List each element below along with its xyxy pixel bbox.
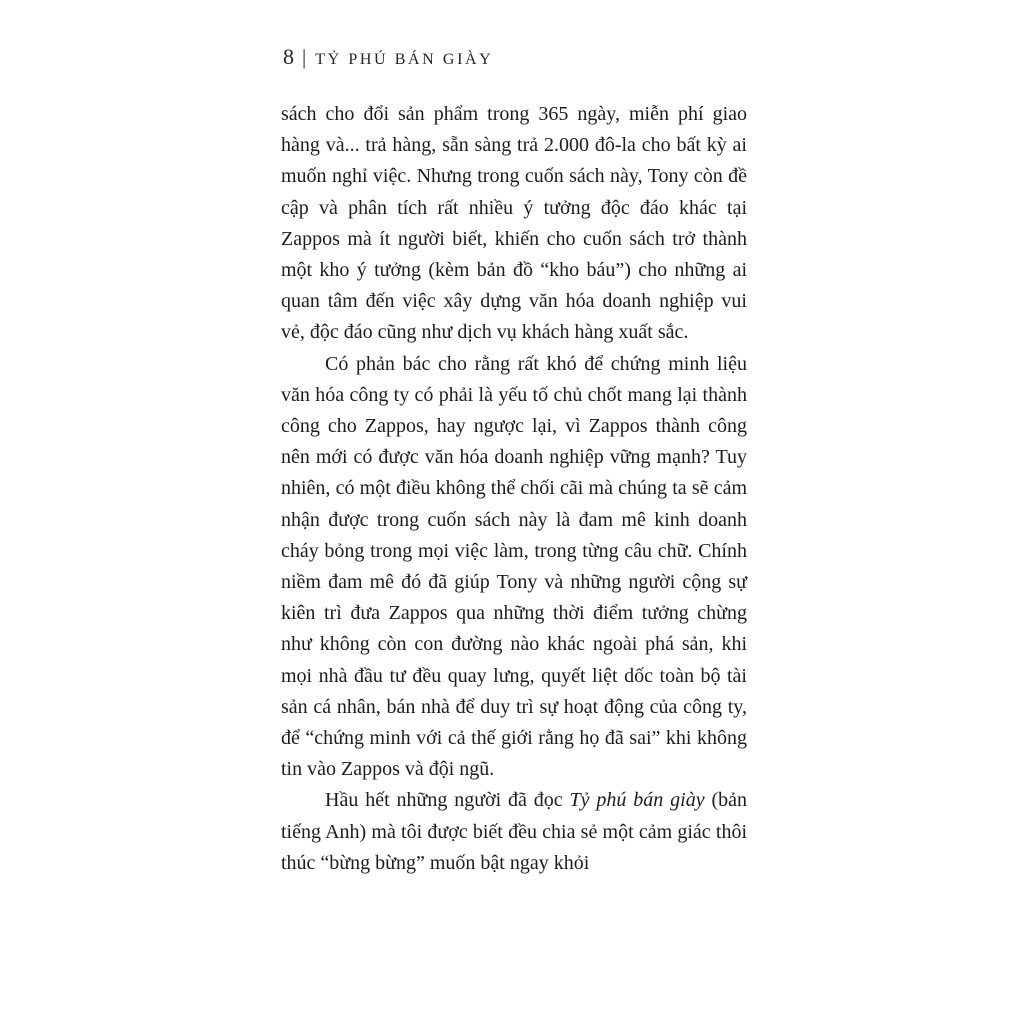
page-header bbox=[283, 44, 493, 70]
paragraph-1: sách cho đổi sản phẩm trong 365 ngày, miễn phí giao hàng và... trả hàng, sẵn sàng trả 2.000 đô-la cho bất kỳ ai muốn nghỉ việc. Nhưng trong cuốn sách này, Tony còn đề cập và phân tích rất nhiều ý tưởng độc đáo khác tại Zappos mà ít người biết, khiến cho cuốn sách trở thành một kho ý tưởng (kèm bản đồ “kho báu”) cho những ai quan tâm đến việc xây dựng văn hóa doanh nghiệp vui vẻ, độc đáo cũng như dịch vụ khách hàng xuất sắc. bbox=[281, 103, 747, 344]
paragraph-2: Có phản bác cho rằng rất khó để chứng minh liệu văn hóa công ty có phải là yếu tố chủ chốt mang lại thành công cho Zappos, hay ngược lại, vì Zappos thành công nên mới có được văn hóa doanh nghiệp vững mạnh? Tuy nhiên, có một điều không thể chối cãi mà chúng ta sẽ cảm nhận được trong cuốn sách này là đam mê kinh doanh cháy bỏng trong mọi việc làm, trong từng câu chữ. Chính niềm đam mê đó đã giúp Tony và những người cộng sự kiên trì đưa Zappos qua những thời điểm tưởng chừng như không còn con đường nào khác ngoài phá sản, khi mọi nhà đầu tư đều quay lưng, quyết liệt dốc toàn bộ tài sản cá nhân, bán nhà để duy trì sự hoạt động của công ty, để “chứng minh với cả thế giới rằng họ đã sai” khi không tin vào Zappos và đội ngũ. bbox=[281, 352, 747, 781]
running-title: TỶ PHÚ BÁN GIÀY bbox=[315, 51, 494, 68]
paragraph-3-text-before: Hầu hết những người đã đọc bbox=[325, 789, 570, 812]
paragraph-3-text-after: (bản tiếng Anh) mà tôi được biết đều chia sẻ một cảm giác thôi thúc “bừng bừng” muốn bật ngay khỏi bbox=[281, 789, 747, 874]
body-text bbox=[281, 99, 747, 879]
page-number: 8 bbox=[283, 44, 294, 69]
paragraph-3 bbox=[281, 785, 747, 879]
header-separator: | bbox=[302, 45, 307, 69]
book-title-italic: Tỷ phú bán giày bbox=[569, 789, 705, 812]
